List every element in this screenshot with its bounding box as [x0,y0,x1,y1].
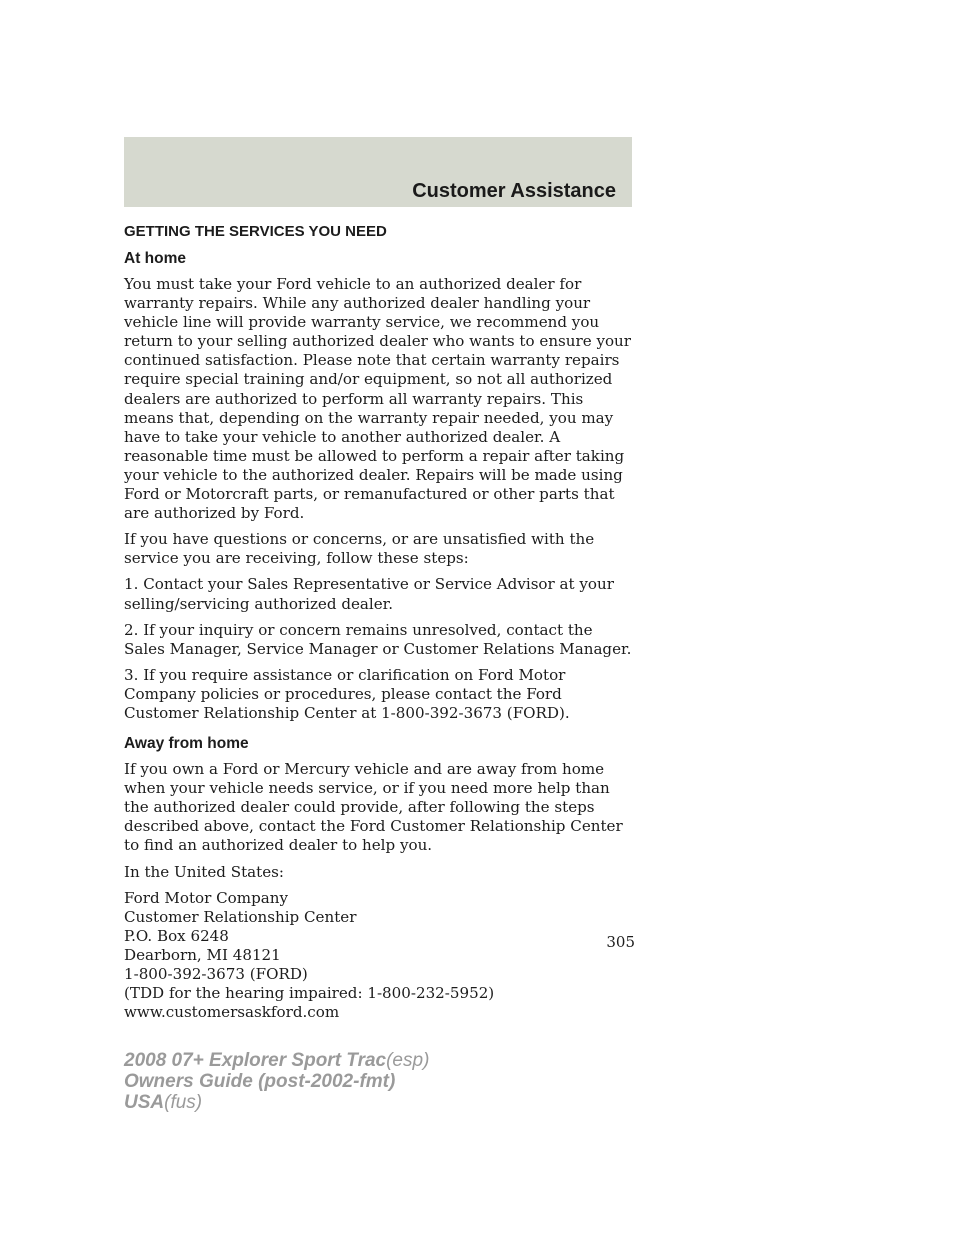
phone-number: 1-800-392-3673 (FORD) [124,965,308,983]
section-title: Customer Assistance [412,180,616,202]
website-link: www.customersaskford.com [124,1003,340,1022]
page-heading: GETTING THE SERVICES YOU NEED [124,223,387,240]
step-3: 3. If you require assistance or clarification on Ford Motor Company policies or procedures, please contact the Ford Customer Relationship Center at 1-800-392-3673 (FORD). [124,665,570,722]
page-content [124,222,636,1022]
paragraph: You must take your Ford vehicle to an authorized dealer for warranty repairs. While any authorized dealer handling your vehicle line will provide warranty service, we recommend you return to your selling authorized dealer who wants to ensure your continued satisfaction. Please note that certain warranty repairs require special training and/or equipment, so not all authorized dealers are authorized to perform all warranty repairs. This means that, depending on the warranty repair needed, you may have to take your vehicle to another authorized dealer. A reasonable time must be allowed to perform a repair after taking your vehicle to the authorized dealer. Repairs will be made using Ford or Motorcraft parts, or remanufactured or other parts that are authorized by Ford. [124,275,631,523]
footer-line-1 [124,1050,429,1071]
paragraph: In the United States: [124,862,284,881]
step-1: 1. Contact your Sales Representative or Service Advisor at your selling/servicing authorized dealer. [124,575,614,613]
section-header-band [124,137,632,207]
contact-address [124,889,636,1023]
footer-market: USA [124,1092,165,1113]
address-line: Customer Relationship Center [124,907,357,926]
paragraph: If you own a Ford or Mercury vehicle and are away from home when your vehicle needs service, or if you need more help than the authorized dealer could provide, after following the steps described above, contact the Ford Customer Relationship Center to find an authorized dealer to help you. [124,760,623,855]
address-line: P.O. Box 6248 [124,926,229,945]
footer-line-2 [124,1071,429,1092]
footer-tag: (esp) [386,1050,430,1071]
subheading-at-home: At home [124,250,186,267]
subheading-away-from-home: Away from home [124,735,249,753]
paragraph: If you have questions or concerns, or are unsatisfied with the service you are receiving, follow these steps: [124,530,595,568]
document-footer [124,1050,429,1113]
footer-guide: Owners Guide (post-2002-fmt) [124,1071,396,1092]
page-number: 305 [606,933,635,951]
footer-model: 2008 07+ Explorer Sport Trac [124,1050,387,1071]
step-2: 2. If your inquiry or concern remains unresolved, contact the Sales Manager, Service Manager or Customer Relations Manager. [124,620,632,658]
address-line: Ford Motor Company [124,888,288,907]
tdd-number: (TDD for the hearing impaired: 1-800-232-5952) [124,984,495,1003]
footer-tag: (fus) [164,1092,203,1113]
address-line: Dearborn, MI 48121 [124,945,281,964]
footer-line-3 [124,1092,429,1113]
